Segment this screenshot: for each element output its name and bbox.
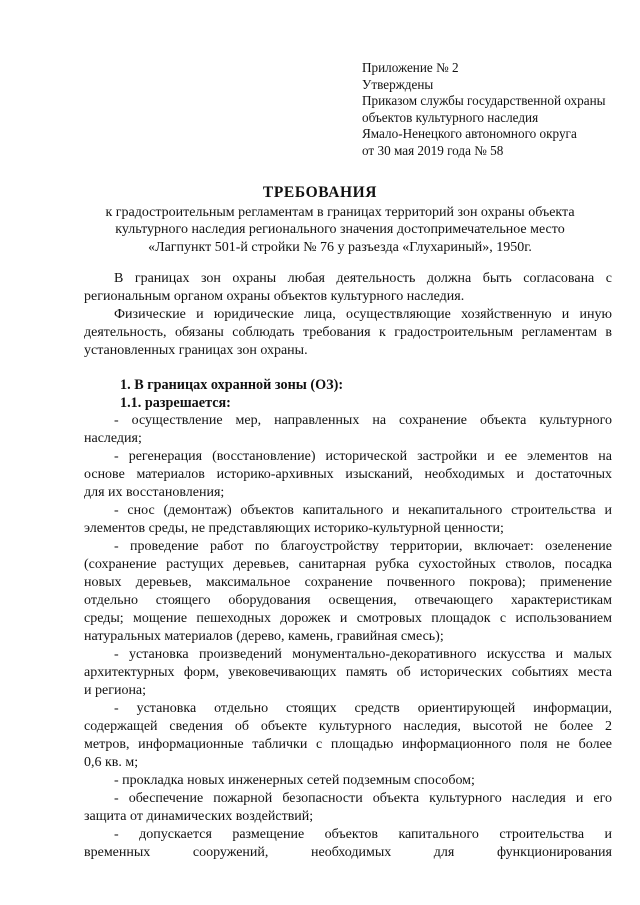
approval-order-line: Приказом службы государственной охраны — [362, 93, 606, 109]
text-line: В границах зон охраны любая деятельность должна быть согласована с — [114, 271, 612, 286]
text-line: Физические и юридические лица, осуществляющие хозяйственную и иную — [114, 307, 612, 322]
text-line: содержащей сведения об объекте культурного наследия, высотой не более 2 — [84, 718, 612, 734]
text-line: 0,6 кв. м; — [84, 754, 139, 770]
text-line: для их восстановления; — [84, 484, 225, 500]
list-item — [84, 502, 612, 538]
text-line: натуральных материалов (дерево, камень, гравийная смесь); — [84, 628, 444, 644]
subtitle-line: к градостроительным регламентам в границах территорий зон охраны объекта — [105, 205, 575, 220]
approval-block — [362, 60, 632, 160]
document-subtitle — [60, 204, 620, 256]
text-line: защита от динамических воздействий; — [84, 808, 314, 824]
list-item — [84, 826, 612, 862]
text-line: - снос (демонтаж) объектов капитального и некапитального строительства и — [114, 503, 612, 518]
approval-date-line: от 30 мая 2019 года № 58 — [362, 142, 504, 158]
section-heading: 1. В границах охранной зоны (ОЗ): — [120, 377, 344, 393]
list-item — [84, 700, 612, 772]
text-line: (сохранение растущих деревьев, санитарная рубка сухостойных стволов, посадка — [84, 556, 612, 572]
list-item — [84, 790, 612, 826]
subtitle-line: «Лагпункт 501-й стройки № 76 у разъезда «Глухариный», 1950г. — [148, 239, 532, 255]
text-line: - установка произведений монументально-декоративного искусства и малых — [114, 647, 612, 662]
text-line: - осуществление мер, направленных на сохранение объекта культурного — [114, 413, 612, 428]
subtitle-line: культурного наследия регионального значения достопримечательное место — [115, 222, 565, 238]
text-line: - обеспечение пожарной безопасности объекта культурного наследия и его — [114, 791, 612, 806]
text-line: метров, информационные таблички с площадью информационного поля не более — [84, 736, 612, 752]
list-item — [84, 412, 612, 448]
list-item — [84, 448, 612, 502]
text-line: архитектурных форм, увековечивающих память об исторических событиях места — [84, 664, 612, 680]
text-line: - регенерация (восстановление) исторической застройки и ее элементов на — [114, 449, 612, 464]
text-line: региональным органом охраны объектов культурного наследия. — [84, 288, 465, 304]
approval-appendix-line: Приложение № 2 — [362, 60, 459, 75]
intro-paragraph-2 — [84, 306, 612, 360]
text-line: временных сооружений, необходимых для функционирования — [84, 844, 612, 860]
subsection-heading: 1.1. разрешается: — [120, 395, 231, 411]
text-line: деятельность, обязаны соблюдать требования к градостроительным регламентам в — [84, 324, 612, 340]
list-item — [84, 772, 612, 790]
document-title: ТРЕБОВАНИЯ — [262, 184, 378, 201]
text-line: - проведение работ по благоустройству территории, включает: озеленение — [114, 539, 612, 554]
approval-region-line: Ямало-Ненецкого автономного округа — [362, 126, 577, 142]
approval-objects-line: объектов культурного наследия — [362, 109, 539, 125]
text-line: среды; мощение пешеходных дорожек и смотровых площадок с использованием — [84, 610, 612, 626]
text-line: и региона; — [84, 682, 147, 698]
list-item — [84, 538, 612, 645]
text-line: - допускается размещение объектов капитального строительства и — [114, 827, 612, 842]
text-line: основе материалов историко-архивных изысканий, необходимых и достаточных — [84, 466, 612, 482]
text-line: - прокладка новых инженерных сетей подземным способом; — [114, 773, 475, 788]
text-line: новых деревьев, максимальное сохранение почвенного покрова); применение — [84, 574, 612, 590]
approval-approved-line: Утверждены — [362, 76, 434, 92]
list-item — [84, 646, 612, 700]
text-line: установленных границах зон охраны. — [84, 342, 308, 358]
text-line: наследия; — [84, 430, 142, 446]
text-line: - установка отдельно стоящих средств ориентирующей информации, — [114, 701, 612, 716]
intro-paragraph-1 — [84, 270, 612, 306]
text-line: элементов среды, не представляющих историко-культурной ценности; — [84, 520, 504, 536]
text-line: отдельно стоящего оборудования освещения, отвечающего характеристикам — [84, 592, 612, 608]
